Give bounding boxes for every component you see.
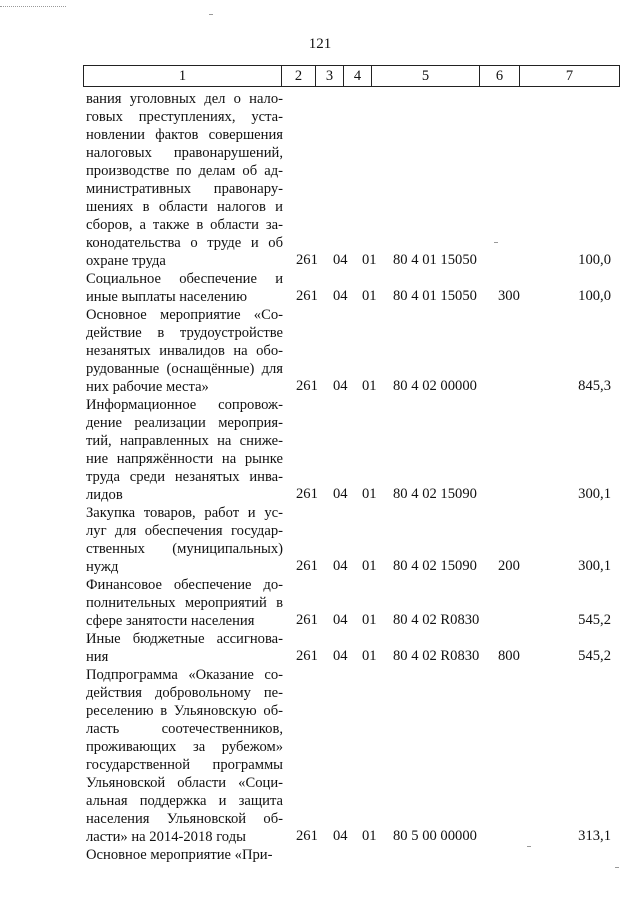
cell-c4: 01: [362, 612, 377, 628]
description-line: сборов, а также в области за-: [86, 217, 283, 233]
description-line: ласть соотечественников,: [86, 721, 283, 737]
description-line: луг для обеспечения государ-: [86, 523, 283, 539]
table-row: [0, 576, 640, 630]
description-line: Подпрограмма «Оказание со-: [86, 667, 283, 683]
description-line: Информационное сопровож-: [86, 397, 283, 413]
cell-c7: 845,3: [578, 378, 611, 394]
cell-c4: 01: [362, 648, 377, 664]
description-line: Основное мероприятие «Со-: [86, 307, 283, 323]
description-line: охране труда: [86, 253, 166, 269]
cell-c3: 04: [333, 558, 348, 574]
cell-c2: 261: [296, 828, 318, 844]
description-line: ласти» на 2014-2018 годы: [86, 829, 246, 845]
description-line: Закупка товаров, работ и ус-: [86, 505, 283, 521]
cell-c7: 300,1: [578, 558, 611, 574]
cell-c7: 300,1: [578, 486, 611, 502]
cell-c3: 04: [333, 486, 348, 502]
table-row: [0, 630, 640, 666]
description-line: Финансовое обеспечение до-: [86, 577, 283, 593]
description-line: дение реализации мероприя-: [86, 415, 283, 431]
cell-c7: 545,2: [578, 612, 611, 628]
column-header: 1: [84, 66, 282, 87]
column-header: 7: [520, 66, 620, 87]
row-description: [86, 306, 283, 396]
cell-c2: 261: [296, 486, 318, 502]
cell-c5: 80 4 02 15090: [393, 558, 477, 574]
description-line: ние напряжённости на рынке: [86, 451, 283, 467]
column-header: 5: [372, 66, 480, 87]
cell-c4: 01: [362, 828, 377, 844]
cell-c6: 300: [498, 288, 520, 304]
description-line: сфере занятости населения: [86, 613, 255, 629]
description-line: Социальное обеспечение и: [86, 271, 283, 287]
description-line: вания уголовных дел о нало-: [86, 91, 283, 107]
cell-c3: 04: [333, 648, 348, 664]
cell-c5: 80 4 02 00000: [393, 378, 477, 394]
description-line: шениях в области налогов и: [86, 199, 283, 215]
description-line: ственных (муниципальных): [86, 541, 283, 557]
description-line: альная поддержка и защита: [86, 793, 283, 809]
cell-c2: 261: [296, 558, 318, 574]
row-description: [86, 666, 283, 846]
row-description: [86, 504, 283, 576]
scan-artifact: [615, 867, 619, 868]
cell-c3: 04: [333, 252, 348, 268]
scan-artifact: [0, 6, 66, 10]
cell-c5: 80 4 01 15050: [393, 252, 477, 268]
cell-c5: 80 4 02 R0830: [393, 648, 480, 664]
row-description: [86, 846, 283, 864]
description-line: лидов: [86, 487, 123, 503]
description-line: труда среди незанятых инва-: [86, 469, 283, 485]
cell-c5: 80 5 00 00000: [393, 828, 477, 844]
table-row: [0, 846, 640, 864]
row-description: [86, 90, 283, 270]
description-line: производстве по делам об ад-: [86, 163, 283, 179]
cell-c3: 04: [333, 378, 348, 394]
cell-c2: 261: [296, 288, 318, 304]
description-line: Иные бюджетные ассигнова-: [86, 631, 283, 647]
cell-c6: 200: [498, 558, 520, 574]
cell-c2: 261: [296, 378, 318, 394]
column-header: 4: [344, 66, 372, 87]
description-line: ния: [86, 649, 109, 665]
cell-c3: 04: [333, 828, 348, 844]
description-line: незанятых инвалидов на обо-: [86, 343, 283, 359]
table-row: [0, 270, 640, 306]
cell-c7: 100,0: [578, 252, 611, 268]
description-line: реселению в Ульяновскую об-: [86, 703, 283, 719]
table-row: [0, 396, 640, 504]
column-header: 2: [282, 66, 316, 87]
row-description: [86, 396, 283, 504]
cell-c7: 545,2: [578, 648, 611, 664]
table-row: [0, 666, 640, 846]
column-header-row: [83, 65, 620, 87]
table-row: [0, 306, 640, 396]
description-line: действия добровольному пе-: [86, 685, 283, 701]
description-line: говых преступлениях, уста-: [86, 109, 283, 125]
cell-c4: 01: [362, 288, 377, 304]
cell-c7: 100,0: [578, 288, 611, 304]
cell-c5: 80 4 02 R0830: [393, 612, 480, 628]
row-description: [86, 576, 283, 630]
description-line: полнительных мероприятий в: [86, 595, 283, 611]
cell-c4: 01: [362, 378, 377, 394]
row-description: [86, 630, 283, 666]
description-line: проживающих за рубежом»: [86, 739, 283, 755]
description-line: них рабочие места»: [86, 379, 209, 395]
cell-c3: 04: [333, 612, 348, 628]
cell-c2: 261: [296, 612, 318, 628]
description-line: тий, направленных на сниже-: [86, 433, 283, 449]
description-line: иные выплаты населению: [86, 289, 247, 305]
cell-c3: 04: [333, 288, 348, 304]
row-description: [86, 270, 283, 306]
cell-c5: 80 4 01 15050: [393, 288, 477, 304]
description-line: рудованные (оснащённые) для: [86, 361, 283, 377]
cell-c2: 261: [296, 252, 318, 268]
description-line: населения Ульяновской об-: [86, 811, 283, 827]
scan-artifact: [209, 14, 213, 15]
cell-c7: 313,1: [578, 828, 611, 844]
table-row: [0, 90, 640, 270]
description-line: налоговых правонарушений,: [86, 145, 283, 161]
description-line: Ульяновской области «Соци-: [86, 775, 283, 791]
description-line: министративных правонару-: [86, 181, 283, 197]
cell-c6: 800: [498, 648, 520, 664]
cell-c4: 01: [362, 252, 377, 268]
table-row: [0, 504, 640, 576]
cell-c4: 01: [362, 558, 377, 574]
description-line: новлении фактов совершения: [86, 127, 283, 143]
cell-c5: 80 4 02 15090: [393, 486, 477, 502]
cell-c2: 261: [296, 648, 318, 664]
column-header: 6: [480, 66, 520, 87]
page-number: 121: [308, 36, 332, 52]
description-line: действие в трудоустройстве: [86, 325, 283, 341]
description-line: государственной программы: [86, 757, 283, 773]
description-line: конодательства о труде и об: [86, 235, 283, 251]
cell-c4: 01: [362, 486, 377, 502]
column-header: 3: [316, 66, 344, 87]
description-line: нужд: [86, 559, 119, 575]
description-line: Основное мероприятие «При-: [86, 847, 273, 863]
